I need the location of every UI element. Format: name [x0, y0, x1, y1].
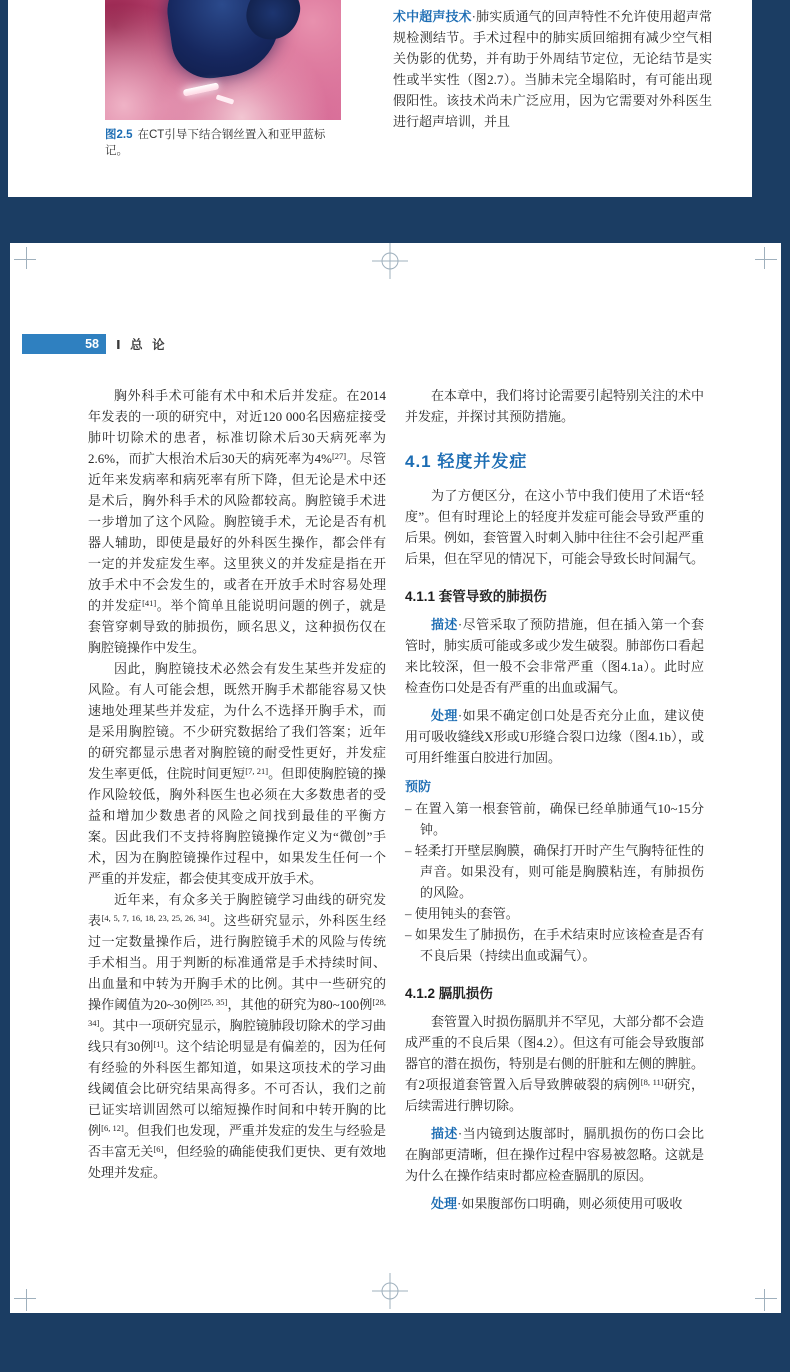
- prevention-item: – 使用钝头的套管。: [405, 906, 519, 921]
- figure-2-5: [105, 0, 341, 159]
- figure-2-5-caption: [105, 127, 341, 159]
- heading-4-1-2: 4.1.2 膈肌损伤: [405, 986, 493, 1001]
- paragraph-intraoperative-ultrasound: 术中超声技术·肺实质通气的回声特性不允许使用超声常规检测结节。手术过程中的肺实质回缩拥有减少空气相关伪影的优势，并有助于外周结节定位，无论结节是实性或半实性（图2.7）。当肺未完全塌陷时，有可能出现假阳性。该技术尚未广泛应用，因为它需要对外科医生进行超声培训，并且: [393, 9, 712, 129]
- crop-mark-bottom-right-h: [755, 1298, 777, 1299]
- prevention-label: 预防: [405, 779, 432, 794]
- figure-caption-label: 图2.5: [105, 129, 133, 141]
- heading-4-1: 4.1 轻度并发症: [405, 452, 528, 471]
- paragraph-description-4-1-1: 描述·尽管采取了预防措施，但在插入第一个套管时，肺实质可能或多或少发生破裂。肺部伤口看起来比较深，但一般不会非常严重（图4.1a）。此时应检查伤口处是否有严重的出血或漏气。: [405, 617, 705, 695]
- figure-caption-text: 在CT引导下结合钢丝置入和亚甲蓝标记。: [105, 129, 326, 157]
- hook-wire-marker: [183, 83, 220, 97]
- prevention-block: [405, 776, 704, 966]
- prevention-item: – 如果发生了肺损伤，在手术结束时应该检查是否有不良后果（持续出血或漏气）。: [405, 927, 704, 963]
- crop-mark-bottom-right-v: [764, 1289, 765, 1311]
- left-column: [88, 385, 386, 1183]
- paragraph-description-4-1-2: 描述·当内镜到达腹部时，膈肌损伤的伤口会比在胸部更清晰，但在操作过程中容易被忽略。这就是为什么在操作结束时都应检查膈肌的原因。: [405, 1126, 705, 1183]
- paragraph-management-4-1-2: 处理·如果腹部伤口明确，则必须使用可吸收: [431, 1196, 683, 1211]
- page-number-bar: [22, 334, 106, 354]
- crop-mark-bottom-left-v: [26, 1289, 27, 1311]
- paragraph-thoracoscopy-risk: 因此，胸腔镜技术必然会有发生某些并发症的风险。有人可能会想，既然开胸手术都能容易又快速地处理某些并发症，为什么不选择开胸手术，而是采用胸腔镜。不少研究数据给了我们答案；近年的研究都显示患者对胸腔镜的耐受性更好，并发症发生率更低，住院时间更短[7, 21]。但即使胸腔镜的操作风险较低，胸外科医生也必须在大多数患者的受益和增加少数患者的风险之间找到最佳的平衡方案。因此我们不支持将胸腔镜操作定义为“微创”手术，因为在胸腔镜操作过程中，如果发生任何一个严重的并发症，都会使其变成开放手术。: [88, 661, 386, 886]
- heading-4-1-1: 4.1.1 套管导致的肺损伤: [405, 589, 547, 604]
- crop-mark-top-right-v: [764, 247, 765, 269]
- prevention-item: – 在置入第一根套管前，确保已经单肺通气10~15分钟。: [405, 801, 704, 837]
- crop-mark-top-right-h: [755, 259, 777, 260]
- right-column: [405, 385, 704, 1214]
- crop-mark-top-left-v: [26, 247, 27, 269]
- paragraph-mild-definition: 为了方便区分，在这小节中我们使用了术语“轻度”。但有时理论上的轻度并发症可能会导致严重的后果。例如，套管置入时刺入肺中往往不会引起严重后果，但在罕见的情况下，可能会导致长时间漏气。: [405, 488, 705, 566]
- registration-mark-top-center: [372, 243, 408, 279]
- paragraph-complication-rates: 胸外科手术可能有术中和术后并发症。在2014年发表的一项的研究中，对近120 000名因癌症接受肺叶切除术的患者，标准切除术后30天病死率为2.6%，而扩大根治术后30天的病死率为4%[27]。尽管近年来发病率和病死率有所下降，但无论是术中还是术后，胸外科手术的风险都较高。胸腔镜手术进一步增加了这个风险。胸腔镜手术，无论是否有机器人辅助，即使是最好的外科医生操作，都会伴有一定的并发症发生率。这里狭义的并发症是指在开放手术中不会发生的，或者在开放手术时容易处理的并发症[41]。举个简单且能说明问题的例子，就是套管穿刺导致的肺损伤，顾名思义，这种损伤仅在胸腔镜操作中发生。: [88, 388, 386, 655]
- registration-mark-bottom-center: [372, 1273, 408, 1309]
- prevention-list: [405, 798, 704, 966]
- page-number: 58: [85, 337, 99, 351]
- paragraph-management-4-1-1: 处理·如果不确定创口处是否充分止血，建议使用可吸收缝线X形或U形缝合裂口边缘（图4.1b），或可用纤维蛋白胶进行加固。: [405, 708, 704, 765]
- page-fragment-top: [8, 0, 752, 197]
- hook-wire-marker-tip: [216, 95, 235, 105]
- crop-mark-bottom-left-h: [14, 1298, 36, 1299]
- figure-2-5-image: [105, 0, 341, 120]
- paragraph-chapter-intro: 在本章中，我们将讨论需要引起特别关注的术中并发症，并探讨其预防措施。: [405, 388, 705, 424]
- section-title: Ⅰ 总 论: [116, 338, 168, 352]
- crop-mark-top-left-h: [14, 259, 36, 260]
- paragraph-learning-curve: 近年来，有众多关于胸腔镜学习曲线的研究发表[4, 5, 7, 16, 18, 23, 25, 26, 34]。这些研究显示，外科医生经过一定数量操作后，进行胸腔镜手术的风险与传统手术相当。用于判断的标准通常是手术持续时间、出血量和中转为开胸手术的比例。其中一些研究的操作阈值为20~30例[25, 35]，其他的研究为80~100例[28, 34]。其中一项研究显示，胸腔镜肺段切除术的学习曲线只有30例[1]。这个结论明显是有偏差的，因为任何有经验的外科医生都知道，如果这项技术的学习曲线阈值会比研究结果高得多。不可否认，我们之前已证实培训固然可以缩短操作时间和中转开胸的比例[6, 12]。但我们也发现，严重并发症的发生与经验是否丰富无关[6]，但经验的确能使我们更快、更有效地处理并发症。: [88, 892, 386, 1180]
- top-right-column: [393, 6, 712, 132]
- paragraph-diaphragm-injury: 套管置入时损伤膈肌并不罕见，大部分都不会造成严重的不良后果（图4.2）。但这有可能会导致腹部器官的潜在损伤，特别是右侧的肝脏和左侧的脾脏。有2项报道套管置入后导致脾破裂的病例[8, 11]研究，后续需进行脾切除。: [405, 1014, 705, 1113]
- prevention-item: – 轻柔打开壁层胸膜，确保打开时产生气胸特征性的声音。如果没有，则可能是胸膜粘连，有肺损伤的风险。: [405, 843, 704, 900]
- page-main: [10, 243, 781, 1313]
- page-header: [10, 334, 781, 354]
